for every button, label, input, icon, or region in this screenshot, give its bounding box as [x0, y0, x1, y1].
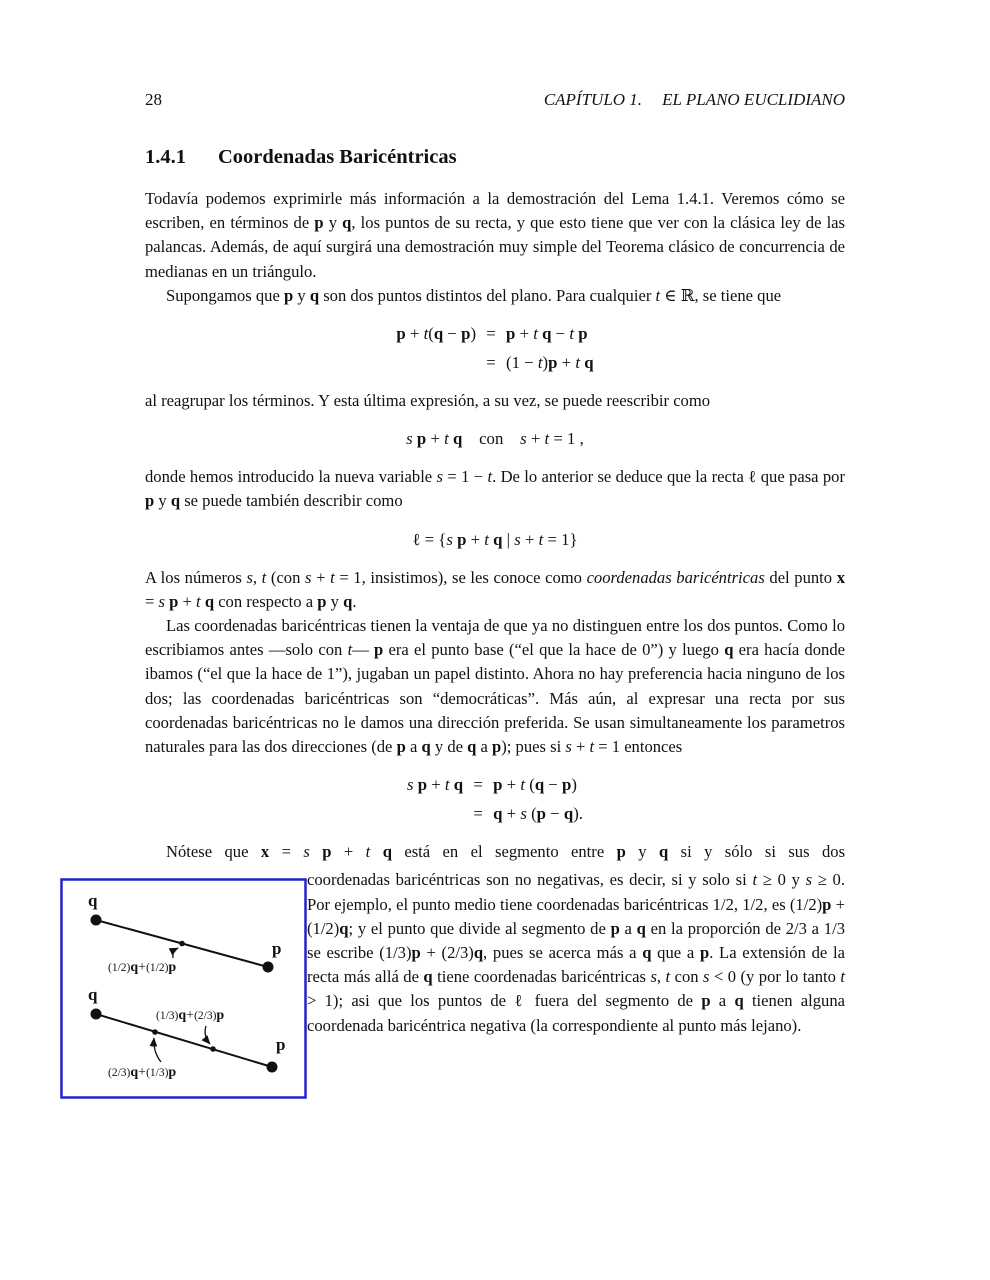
point-p-dot-top: [263, 962, 274, 973]
one-third-point-dot: [152, 1030, 158, 1036]
point-q-dot-top: [91, 915, 102, 926]
label-two-thirds-one-third: (2/3)q+(1/3)p: [108, 1065, 177, 1081]
equation-4-grid: [407, 772, 583, 827]
equation-line: ℓ = {s p + t q | s + t = 1}: [412, 529, 578, 549]
section-number: 1.4.1: [145, 146, 186, 168]
equation-term: q + s (p − q).: [493, 804, 584, 824]
section-heading: [145, 146, 845, 169]
two-thirds-point-dot: [210, 1047, 216, 1053]
label-p-top: p: [272, 939, 282, 959]
label-p-bottom: p: [276, 1035, 286, 1055]
paragraph-2: Supongamos que p y q son dos puntos distintos del plano. Para cualquier t ∈ ℝ, se tiene que: [166, 285, 782, 305]
equation-1-grid: [396, 321, 593, 376]
equation-relation: =: [486, 353, 496, 373]
paragraph-7-first-line: Nótese que x = s p + t q está en el segmento entre p y q si y sólo si sus dos: [166, 842, 846, 862]
equation-term: (1 − t)p + t q: [506, 353, 594, 373]
equation-line: s p + t q con s + t = 1 ,: [406, 429, 584, 449]
label-q-top: q: [88, 891, 98, 911]
equation-4: [145, 772, 845, 827]
page-content: [88, 90, 846, 1099]
section-title: Coordenadas Baricéntricas: [218, 146, 457, 168]
label-midpoint: (1/2)q+(1/2)p: [108, 960, 177, 976]
figure-and-text-row: [88, 868, 846, 1099]
paragraph-1: Todavía podemos exprimirle más información a la demostración del Lema 1.4.1. Veremos cómo se escriben, en términos de p y q, los puntos de su recta, y que esto tiene que ver con la clásica ley de las palancas. Además, de aquí surgirá una demostración muy simple del Teorema clásico de concurrencia de medianas en un triángulo.: [145, 189, 845, 281]
equation-relation: =: [473, 775, 483, 795]
paragraph-5: A los números s, t (con s + t = 1, insistimos), se les conoce como coordenadas baricéntricas del punto x = s p + t q con respecto a p y q.: [145, 567, 845, 611]
equation-relation: =: [473, 804, 483, 824]
page-number: 28: [145, 90, 162, 109]
midpoint-dot: [179, 941, 185, 947]
barycentric-coordinates-figure: [60, 878, 307, 1099]
running-header: [145, 90, 845, 110]
point-p-dot-bottom: [267, 1062, 278, 1073]
paragraph-7-rest: coordenadas baricéntricas son no negativas, es decir, si y solo si t ≥ 0 y s ≥ 0. Por ejemplo, el punto medio tiene coordenadas baricéntricas 1/2, 1/2, es (1/2)p + (1/2)q; y el punto que divide al segmento de p a q en la proporción de 2/3 a 1/3 se escribe (1/3)p + (2/3)q, pues se acerca más a q que a p. La extensión de la recta más allá de q tiene coordenadas baricéntricas s, t con s < 0 (y por lo tanto t > 1); asi que los puntos de ℓ fuera del segmento de p a q tienen alguna coordenada baricéntrica negativa (la correspondiente al punto más lejano).: [307, 870, 846, 1035]
chapter-title: EL PLANO EUCLIDIANO: [662, 90, 845, 109]
paragraph-4: donde hemos introducido la nueva variable s = 1 − t. De lo anterior se deduce que la recta ℓ que pasa por p y q se puede también describir como: [145, 467, 845, 511]
equation-relation: =: [486, 324, 496, 344]
label-one-third-two-thirds: (1/3)q+(2/3)p: [156, 1008, 225, 1024]
equation-term: [407, 801, 463, 827]
paragraph-6: Las coordenadas baricéntricas tienen la ventaja de que ya no distinguen entre los dos puntos. Como lo escribiamos antes —solo con t— p era el punto base (“el que la hace de 0”) y luego q era hacía donde ibamos (“el que la hace de 1”), jugaban un papel distinto. Ahora no hay preferencia hacia ninguno de los dos; las coordenadas baricéntricas son “democráticas”. Más aún, al expresar una recta por sus coordenadas baricéntricas no le damos una dirección preferida. Se usan simultaneamente los parametros naturales para las dos direcciones (de p a q y de q a p); pues si s + t = 1 entonces: [145, 616, 845, 757]
equation-term: p + t q − t p: [506, 324, 588, 344]
label-q-bottom: q: [88, 985, 98, 1005]
running-header-title: [544, 90, 845, 110]
equation-term: s p + t q: [406, 775, 464, 795]
equation-term: p + t(q − p): [396, 324, 477, 344]
equation-term: p + t (q − p): [493, 775, 577, 795]
equation-3: [145, 527, 845, 553]
chapter-label: CAPÍTULO 1.: [543, 90, 643, 109]
paragraph-3: al reagrupar los términos. Y esta última expresión, a su vez, se puede reescribir como: [145, 391, 711, 411]
equation-1: [145, 321, 845, 376]
point-q-dot-bottom: [91, 1009, 102, 1020]
equation-2: [145, 426, 845, 452]
equation-term: [396, 350, 476, 376]
